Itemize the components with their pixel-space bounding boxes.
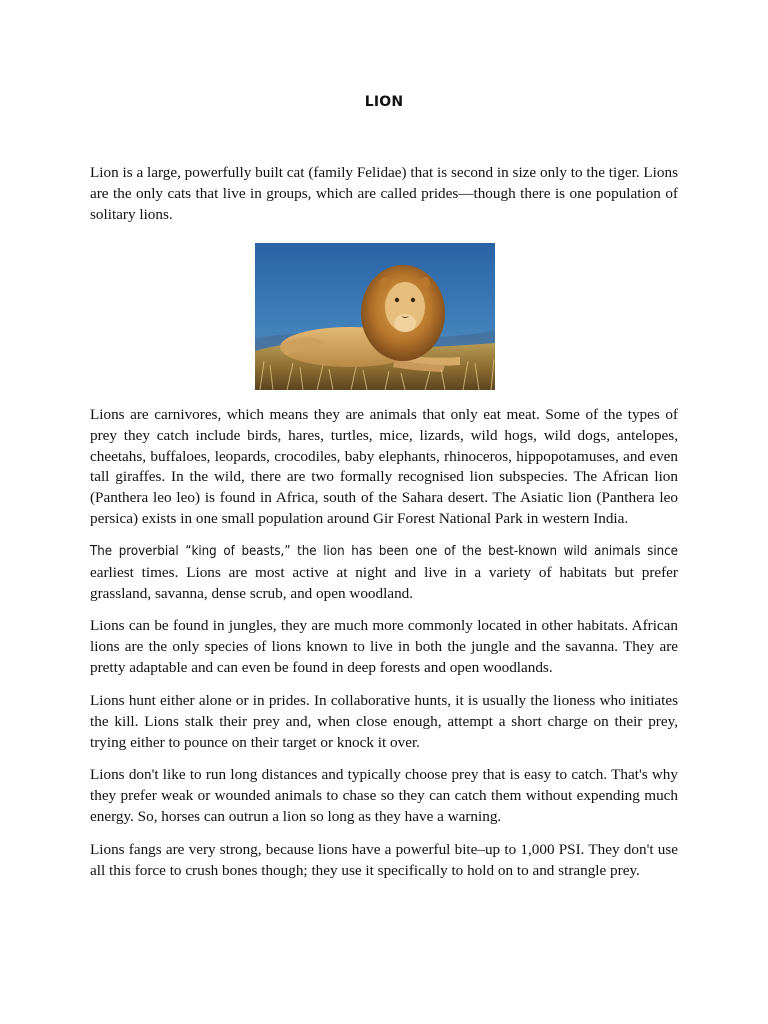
- paragraph-hunting: Lions hunt either alone or in prides. In collaborative hunts, it is usually the lioness who initiates the kill. Lions stalk their prey and, when close enough, attempt a short charge on their prey, trying either to pounce on their target or knock it over.: [90, 692, 678, 751]
- paragraph-fangs: Lions fangs are very strong, because lions have a powerful bite–up to 1,000 PSI. They don't use all this force to crush bones though; they use it specifically to hold on to and strangle prey.: [90, 841, 678, 879]
- paragraph-habitats: Lions can be found in jungles, they are much more commonly located in other habitats. African lions are the only species of lions known to live in both the jungle and the savanna. They are pretty adaptable and can even be found in deep forests and open woodlands.: [90, 617, 678, 676]
- paragraph-body: earliest times. Lions are most active at night and live in a variety of habitats but prefer grassland, savanna, dense scrub, and open woodland.: [90, 563, 678, 602]
- paragraph-intro: Lion is a large, powerfully built cat (family Felidae) that is second in size only to the tiger. Lions are the only cats that live in groups, which are called prides—though there is one population of solitary lions.: [90, 164, 678, 223]
- paragraph-carnivores: Lions are carnivores, which means they are animals that only eat meat. Some of the types of prey they catch include birds, hares, turtles, mice, lizards, wild hogs, wild dogs, antelopes, cheetahs, buffaloes, leopards, crocodiles, baby elephants, rhinoceros, hippopotamuses, and even tall giraffes. In the wild, there are two formally recognised lion subspecies. The African lion (Panthera leo leo) is found in Africa, south of the Sahara desert. The Asiatic lion (Panthera leo persica) exists in one small population around Gir Forest National Park in western India.: [90, 406, 678, 527]
- paragraph-prey-choice: Lions don't like to run long distances and typically choose prey that is easy to catch. That's why they prefer weak or wounded animals to chase so they can catch them without expending much energy. So, horses can outrun a lion so long as they have a warning.: [90, 766, 678, 825]
- paragraph-king-of-beasts: [90, 541, 678, 604]
- page-title: LION: [364, 94, 404, 110]
- lion-photo: [255, 243, 495, 390]
- paragraph-lead-line: The proverbial “king of beasts,” the lion has been one of the best-known wild animals since: [90, 544, 678, 559]
